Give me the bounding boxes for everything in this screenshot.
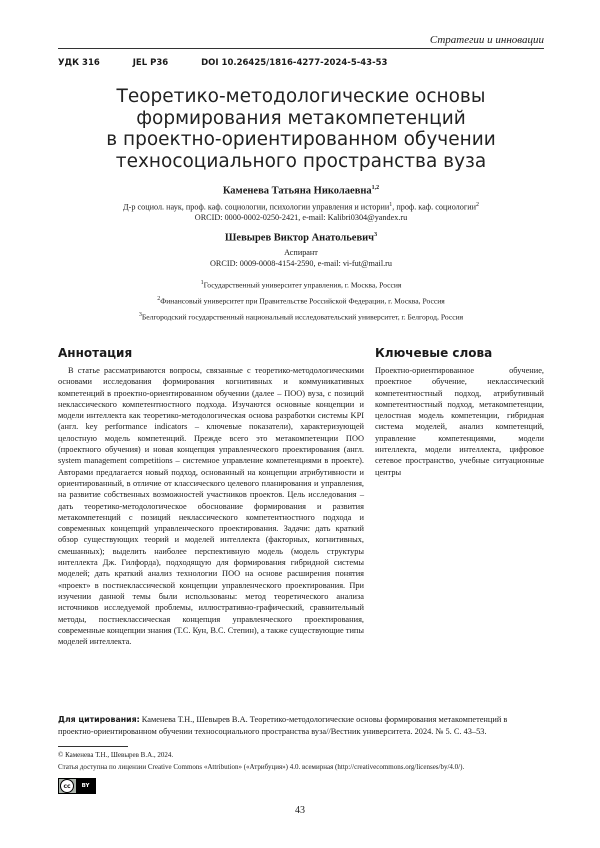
author-position: Д-р социол. наук, проф. каф. социологии, психологии управления и истории$^1$, проф. каф. социологии$^2$ bbox=[123, 201, 479, 212]
by-icon: BY bbox=[76, 779, 95, 793]
cc-by-license-icon bbox=[58, 778, 96, 794]
author-block bbox=[58, 232, 544, 269]
abstract-heading: Аннотация bbox=[58, 346, 133, 360]
jel-code: JEL P36 bbox=[132, 58, 169, 68]
author-position: Аспирант bbox=[284, 247, 318, 257]
abstract-text: В статье рассматриваются вопросы, связанные с теоретико-методологическими основами исследования формирования когнитивных и коммуникативных компетенций в проектно-ориентированном обучении (далее – ПОО) вуза, с позиций неклассического компетентностного подхода. Изучаются основные концепции и модели интеллекта как теоретико-методологическая основа разработки системы KPI (англ. key performance indicators – ключевые показатели), характеризующей целостную модель компетенций. Прежде всего это метакомпетенции ПОО (проектного обучения) и новая концепция управленческого проектирования (англ. system management competitions – системное управление компетенциями в проекте). Авторами предлагается новый подход, основанный на концепции атрибутивности и ориентированный, в отличие от классического целевого планирования и управления, на развитие собственных возможностей участников проектов. Цель исследования – дать теоретико-методологическое обоснование формирования и развития метакомпетенций с позиций неклассического компетентностного подхода и современных концепций управленческого проектирования. Задачи: дать краткий обзор существующих теорий и моделей интеллекта (факторных, когнитивных, смешанных); выделить наиболее перспективную модель (модель структуры интеллекта Дж. Гилфорда), подходящую для формирования гибридной системы моделей; дать краткий анализ технологии ПОО на основе расширения понятия «проект» в постнеклассической концепции управленческого проектирования. При изучении данной темы были использованы: метод теоретического анализа источников исследуемой проблемы, иллюстративно-графический, сравнительный методы, постнеклассическая концепция управленческого проектирования, современные концепции знания (Т.С. Кун, В.С. Степин), а также существующие типы моделей интеллекта. bbox=[58, 366, 364, 647]
title-line: Теоретико-методологические основы bbox=[116, 86, 486, 107]
doi: DOI 10.26425/1816-4277-2024-5-43-53 bbox=[201, 58, 388, 68]
page-number: 43 bbox=[295, 805, 305, 816]
license-text: Статья доступна по лицензии Creative Commons «Attribution» («Атрибуция») 4.0. всемирная (http://creativecommons.org/licenses/by/4.0/). bbox=[58, 763, 465, 771]
affiliation: $^2$Финансовый университет при Правительстве Российской Федерации, г. Москва, Россия bbox=[157, 296, 445, 306]
affiliation: $^3$Белгородский государственный национальный исследовательский университет, г. Белгород, Россия bbox=[138, 312, 464, 322]
title-line: формирования метакомпетенций bbox=[136, 107, 466, 129]
citation-text: Каменева Т.Н., Шевырев В.А. Теоретико-методологические основы формирования метакомпетенций в проектно-ориентированном обучении техносоциального пространства вуза//Вестник университета. 2024. № 5. С. 43–53. bbox=[58, 715, 508, 736]
author-name: Каменева Татьяна Николаевна$^{1,2}$ bbox=[222, 185, 380, 197]
footnote-rule bbox=[58, 746, 128, 747]
title-line: техносоциального пространства вуза bbox=[115, 150, 487, 172]
copyright: © Каменева Т.Н., Шевырев В.А., 2024. bbox=[58, 751, 174, 759]
citation bbox=[58, 714, 544, 737]
cc-icon: cc bbox=[60, 779, 74, 793]
article-title bbox=[58, 86, 544, 172]
author-block bbox=[58, 185, 544, 223]
author-orcid-email: ORCID: 0000-0002-0250-2421, e-mail: Kalibri0304@yandex.ru bbox=[194, 213, 408, 223]
author-orcid-email: ORCID: 0009-0008-4154-2590, e-mail: vi-fut@mail.ru bbox=[210, 258, 392, 268]
udk-code: УДК 316 bbox=[58, 58, 100, 68]
title-line: в проектно-ориентированном обучении bbox=[106, 129, 496, 150]
citation-label: Для цитирования: bbox=[58, 715, 140, 724]
author-name: Шевырев Виктор Анатольевич$^3$ bbox=[224, 232, 378, 244]
article-meta bbox=[58, 58, 417, 68]
affiliation: $^1$Государственный университет управления, г. Москва, Россия bbox=[200, 280, 402, 290]
header-rule bbox=[58, 48, 544, 49]
journal-section-header: Стратегии и инновации bbox=[429, 34, 544, 46]
keywords-text: Проектно-ориентированное обучение, проектное обучение, неклассический компетентностный подход, атрибутивный компетентностный подход, метакомпетенции, целостная модель компетенции, гибридная система моделей, анализ компетенций, управление компетенциями, модели интеллекта, модели интеллекта, цифровое сетевое пространство, учебные ситуационные центры bbox=[375, 366, 544, 477]
keywords-heading: Ключевые слова bbox=[375, 346, 493, 360]
